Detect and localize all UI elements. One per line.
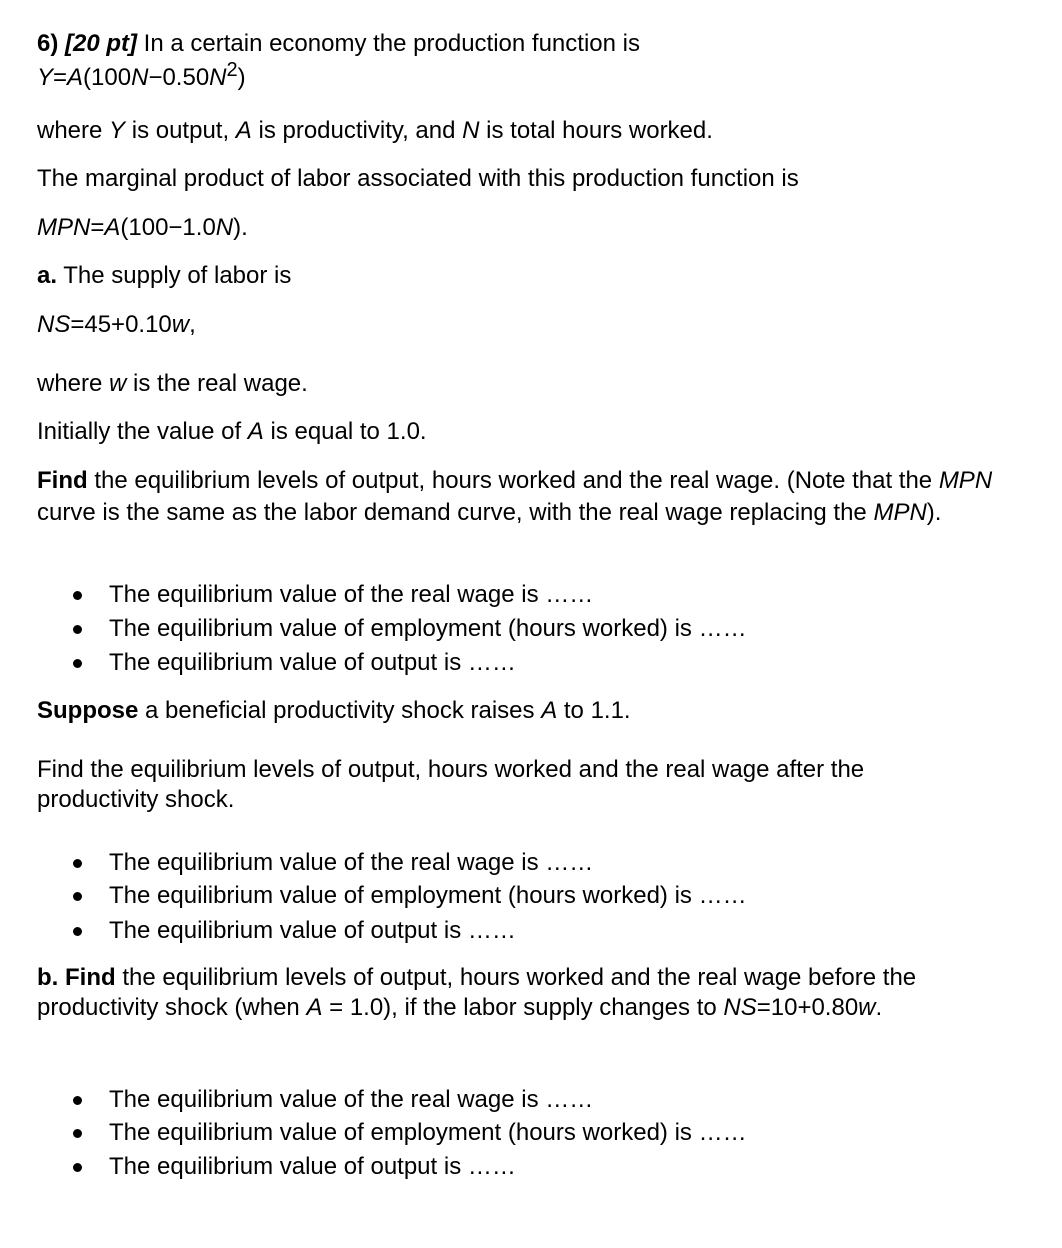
real-wage-definition: where w is the real wage.: [37, 370, 308, 397]
bullet-dot: [73, 1129, 82, 1138]
bullet-dot: [73, 859, 82, 868]
question-points: [20 pt]: [65, 30, 138, 57]
question-heading: [37, 28, 640, 60]
initial-productivity: Initially the value of A is equal to 1.0.: [37, 418, 427, 445]
find-after-shock: Find the equilibrium levels of output, hours worked and the real wage after the productivity shock.: [37, 756, 865, 813]
bullet-dot: [73, 625, 82, 634]
labor-supply-a: NS=45+0.10w,: [37, 311, 196, 338]
variable-definitions: where Y is output, A is productivity, and N is total hours worked.: [37, 117, 713, 144]
mpn-intro: The marginal product of labor associated with this production function is: [37, 165, 799, 192]
bullet-dot: [73, 1163, 82, 1172]
part-b-question: b. Find the equilibrium levels of output, hours worked and the real wage before the productivity shock (when A = 1.0), if the labor supply changes to NS=10+0.80w.: [37, 964, 917, 1021]
question-page: 6) [20 pt] In a certain economy the production function is $Y=A(100N-0.50N^2)$ where Y is output, A is productivity, and N is total hours worked. The marginal product of labor associated with this production function is MPN=A(100−1.0N). a. The supply of labor is NS=45+0.10w, where w is the real wage. Initially the value of A is equal to 1.0. Find the equilibrium levels of output, hours worked and the real wage. (Note that the MPN curve is the same as the labor demand curve, with the real wage replacing the MPN). The equilibrium value of the real wage is …… The equilibrium value of employment (hours worked) is …… The equilibrium value of output is …… Suppose a beneficial productivity shock raises A to 1.1. Find the equilibrium levels of output, hours worked and the real wage after the productivity shock. The equilibrium value of the real wage is …… The equilibrium value of employment (hours worked) is …… The equilibrium value of output is …… b. Find the equilibrium levels of output, hours worked and the real wage before the productivity shock (when A = 1.0), if the labor supply changes to NS=10+0.80w. The equilibrium value of the real wage is …… The equilibrium value of employment (hours worked) is …… The equilibrium value of output is ……: [0, 0, 1062, 1248]
mpn-function: MPN=A(100−1.0N).: [37, 214, 248, 241]
find-instruction: Find the equilibrium levels of output, hours worked and the real wage. (Note that the MPN curve is the same as the labor demand curve, with the real wage replacing the MPN).: [37, 467, 993, 526]
productivity-shock: Suppose a beneficial productivity shock raises A to 1.1.: [37, 697, 631, 724]
bullet-dot: [73, 1096, 82, 1105]
question-number: 6): [37, 30, 59, 57]
bullet-dot: [73, 892, 82, 901]
bullet-dot: [73, 591, 82, 600]
bullet-dot: [73, 927, 82, 936]
bullet-dot: [73, 659, 82, 668]
question-intro: In a certain economy the production function is: [137, 30, 640, 57]
production-function: $Y=A(100N-0.50N^2)$: [37, 59, 246, 91]
part-a-heading: a. The supply of labor is: [37, 262, 292, 289]
